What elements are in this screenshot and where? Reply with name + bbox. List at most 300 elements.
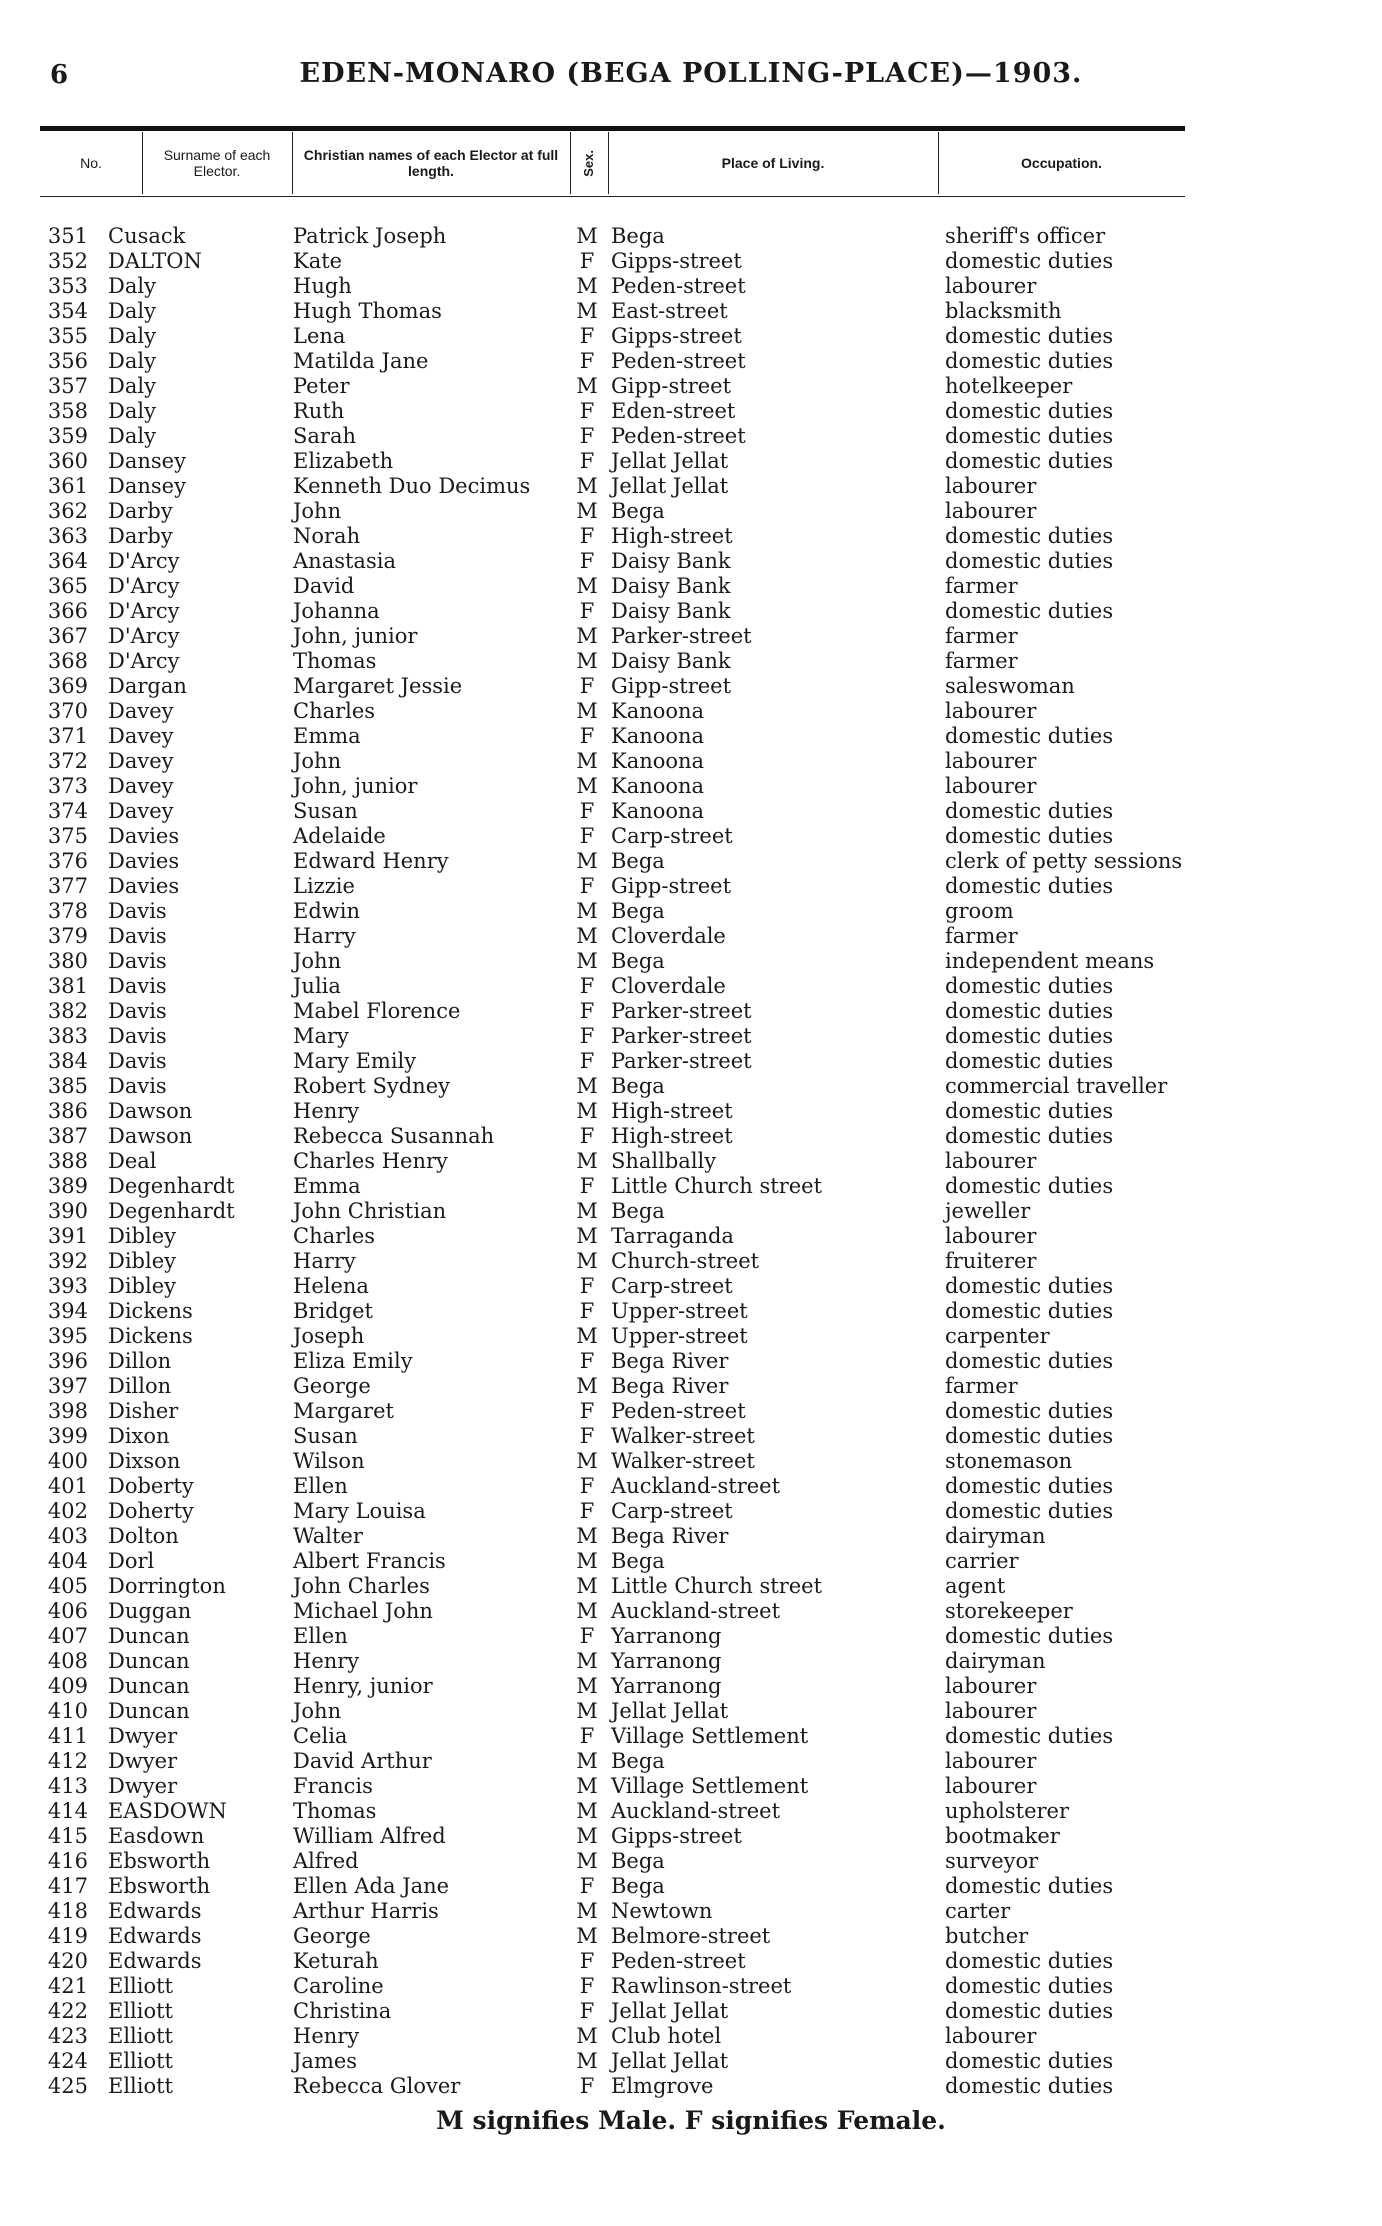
elector-number: 372 <box>47 749 88 773</box>
list-item <box>0 1974 1382 1999</box>
list-item <box>0 499 1382 524</box>
elector-place: Walker-street <box>611 1449 755 1473</box>
elector-surname: Dickens <box>108 1324 193 1348</box>
elector-occupation: domestic duties <box>945 874 1114 898</box>
list-item <box>0 249 1382 274</box>
elector-sex: F <box>579 999 595 1023</box>
elector-christian-names: Henry <box>293 1649 360 1673</box>
elector-surname: EASDOWN <box>108 1799 227 1823</box>
elector-surname: Dixson <box>108 1449 181 1473</box>
elector-christian-names: Peter <box>293 374 350 398</box>
list-item <box>0 1474 1382 1499</box>
list-item <box>0 224 1382 249</box>
elector-number: 357 <box>47 374 88 398</box>
elector-sex: F <box>579 724 595 748</box>
elector-place: Peden-street <box>611 1399 746 1423</box>
elector-place: Bega <box>611 224 665 248</box>
list-item <box>0 1524 1382 1549</box>
list-item <box>0 549 1382 574</box>
elector-number: 392 <box>47 1249 88 1273</box>
elector-surname: Daly <box>108 324 156 348</box>
elector-sex: M <box>576 299 598 323</box>
elector-christian-names: Charles <box>293 1224 376 1248</box>
elector-number: 418 <box>47 1899 88 1923</box>
list-item <box>0 674 1382 699</box>
column-divider <box>938 132 939 194</box>
list-item <box>0 1299 1382 1324</box>
elector-christian-names: Mabel Florence <box>293 999 461 1023</box>
elector-occupation: labourer <box>945 1224 1037 1248</box>
elector-place: Gipps-street <box>611 1824 742 1848</box>
elector-number: 383 <box>47 1024 88 1048</box>
elector-surname: Davis <box>108 924 167 948</box>
elector-christian-names: Albert Francis <box>293 1549 446 1573</box>
elector-christian-names: Mary Emily <box>293 1049 417 1073</box>
list-item <box>0 1799 1382 1824</box>
elector-number: 394 <box>47 1299 88 1323</box>
elector-christian-names: Robert Sydney <box>293 1074 450 1098</box>
electors-list <box>0 224 1382 2099</box>
elector-sex: F <box>579 349 595 373</box>
elector-place: Kanoona <box>611 774 705 798</box>
elector-number: 416 <box>47 1849 88 1873</box>
elector-surname: Dargan <box>108 674 187 698</box>
elector-place: Bega <box>611 1849 665 1873</box>
list-item <box>0 1649 1382 1674</box>
elector-surname: D'Arcy <box>108 649 180 673</box>
elector-surname: Dillon <box>108 1374 172 1398</box>
elector-sex: F <box>579 1274 595 1298</box>
elector-occupation: labourer <box>945 474 1037 498</box>
elector-occupation: butcher <box>945 1924 1029 1948</box>
elector-surname: Cusack <box>108 224 186 248</box>
elector-occupation: domestic duties <box>945 599 1114 623</box>
elector-christian-names: Hugh <box>293 274 352 298</box>
elector-surname: Davey <box>108 799 174 823</box>
elector-number: 385 <box>47 1074 88 1098</box>
list-item <box>0 1174 1382 1199</box>
elector-sex: F <box>579 1499 595 1523</box>
elector-sex: M <box>576 1849 598 1873</box>
elector-occupation: farmer <box>945 624 1018 648</box>
elector-place: Jellat Jellat <box>611 1999 729 2023</box>
column-header-christian: Christian names of each Elector at full length. <box>303 147 559 179</box>
elector-place: Cloverdale <box>611 924 726 948</box>
elector-number: 401 <box>47 1474 88 1498</box>
elector-surname: Easdown <box>108 1824 205 1848</box>
list-item <box>0 1124 1382 1149</box>
elector-place: Gipp-street <box>611 374 732 398</box>
elector-surname: Davey <box>108 774 174 798</box>
elector-surname: Degenhardt <box>108 1174 235 1198</box>
elector-number: 399 <box>47 1424 88 1448</box>
elector-occupation: labourer <box>945 274 1037 298</box>
elector-surname: Davis <box>108 974 167 998</box>
elector-christian-names: Kenneth Duo Decimus <box>293 474 531 498</box>
elector-surname: DALTON <box>108 249 202 273</box>
elector-place: East-street <box>611 299 728 323</box>
elector-place: Auckland-street <box>611 1599 781 1623</box>
elector-place: Rawlinson-street <box>611 1974 792 1998</box>
elector-place: Jellat Jellat <box>611 474 729 498</box>
elector-place: Yarranong <box>611 1649 722 1673</box>
list-item <box>0 799 1382 824</box>
elector-number: 353 <box>47 274 88 298</box>
elector-number: 424 <box>47 2049 88 2073</box>
elector-christian-names: Rebecca Glover <box>293 2074 461 2098</box>
column-divider <box>570 132 571 194</box>
elector-sex: M <box>576 1699 598 1723</box>
list-item <box>0 1274 1382 1299</box>
elector-number: 425 <box>47 2074 88 2098</box>
elector-surname: Davis <box>108 1074 167 1098</box>
elector-number: 356 <box>47 349 88 373</box>
elector-christian-names: Harry <box>293 1249 356 1273</box>
elector-christian-names: Johanna <box>293 599 380 623</box>
list-item <box>0 1424 1382 1449</box>
elector-number: 376 <box>47 849 88 873</box>
list-item <box>0 649 1382 674</box>
elector-surname: Daly <box>108 374 156 398</box>
list-item <box>0 899 1382 924</box>
elector-surname: Davis <box>108 1024 167 1048</box>
elector-number: 358 <box>47 399 88 423</box>
elector-occupation: storekeeper <box>945 1599 1073 1623</box>
elector-occupation: dairyman <box>945 1649 1046 1673</box>
elector-surname: Duncan <box>108 1649 190 1673</box>
elector-number: 419 <box>47 1924 88 1948</box>
elector-number: 365 <box>47 574 88 598</box>
elector-number: 395 <box>47 1324 88 1348</box>
elector-place: Carp-street <box>611 1274 733 1298</box>
list-item <box>0 824 1382 849</box>
elector-christian-names: Emma <box>293 1174 361 1198</box>
elector-surname: Daly <box>108 274 156 298</box>
elector-christian-names: James <box>293 2049 358 2073</box>
elector-christian-names: Ellen <box>293 1474 348 1498</box>
elector-place: Carp-street <box>611 824 733 848</box>
elector-place: High-street <box>611 1124 733 1148</box>
list-item <box>0 874 1382 899</box>
elector-occupation: domestic duties <box>945 1099 1114 1123</box>
elector-surname: Elliott <box>108 1974 173 1998</box>
list-item <box>0 524 1382 549</box>
elector-christian-names: Joseph <box>293 1324 365 1348</box>
elector-surname: Ebsworth <box>108 1849 211 1873</box>
elector-occupation: domestic duties <box>945 1624 1114 1648</box>
elector-surname: Duncan <box>108 1624 190 1648</box>
elector-surname: Doherty <box>108 1499 194 1523</box>
elector-christian-names: Patrick Joseph <box>293 224 447 248</box>
elector-surname: Dibley <box>108 1274 177 1298</box>
column-header-occupation: Occupation. <box>1021 155 1102 171</box>
elector-place: Kanoona <box>611 699 705 723</box>
elector-sex: M <box>576 624 598 648</box>
elector-surname: D'Arcy <box>108 574 180 598</box>
elector-place: Club hotel <box>611 2024 722 2048</box>
list-item <box>0 949 1382 974</box>
list-item <box>0 1574 1382 1599</box>
elector-place: Auckland-street <box>611 1474 781 1498</box>
elector-occupation: domestic duties <box>945 1474 1114 1498</box>
elector-place: Bega <box>611 1549 665 1573</box>
elector-number: 422 <box>47 1999 88 2023</box>
elector-surname: Deal <box>108 1149 157 1173</box>
elector-place: Daisy Bank <box>611 649 731 673</box>
elector-number: 368 <box>47 649 88 673</box>
elector-christian-names: John <box>293 1699 342 1723</box>
elector-occupation: domestic duties <box>945 1124 1114 1148</box>
elector-christian-names: Bridget <box>293 1299 373 1323</box>
list-item <box>0 1224 1382 1249</box>
elector-christian-names: Celia <box>293 1724 348 1748</box>
elector-sex: F <box>579 1424 595 1448</box>
elector-surname: Dwyer <box>108 1724 178 1748</box>
column-header-sex: Sex. <box>581 149 596 177</box>
list-item <box>0 749 1382 774</box>
elector-occupation: carpenter <box>945 1324 1050 1348</box>
elector-christian-names: Edward Henry <box>293 849 449 873</box>
elector-place: High-street <box>611 1099 733 1123</box>
elector-sex: F <box>579 424 595 448</box>
elector-sex: F <box>579 974 595 998</box>
elector-sex: M <box>576 1674 598 1698</box>
elector-surname: Dorrington <box>108 1574 226 1598</box>
elector-surname: Dorl <box>108 1549 155 1573</box>
elector-number: 359 <box>47 424 88 448</box>
elector-sex: M <box>576 374 598 398</box>
elector-place: Peden-street <box>611 349 746 373</box>
list-item <box>0 1199 1382 1224</box>
elector-surname: Dansey <box>108 474 186 498</box>
elector-place: Auckland-street <box>611 1799 781 1823</box>
elector-number: 382 <box>47 999 88 1023</box>
list-item <box>0 1024 1382 1049</box>
list-item <box>0 1999 1382 2024</box>
elector-occupation: domestic duties <box>945 1399 1114 1423</box>
page-number: 6 <box>50 60 69 90</box>
list-item <box>0 1824 1382 1849</box>
elector-surname: Elliott <box>108 2024 173 2048</box>
elector-christian-names: Ellen Ada Jane <box>293 1874 450 1898</box>
elector-sex: M <box>576 1749 598 1773</box>
elector-sex: M <box>576 1924 598 1948</box>
elector-place: Bega <box>611 1074 665 1098</box>
elector-number: 371 <box>47 724 88 748</box>
elector-number: 393 <box>47 1274 88 1298</box>
elector-occupation: commercial traveller <box>945 1074 1168 1098</box>
header-bottom-rule <box>40 196 1185 197</box>
list-item <box>0 699 1382 724</box>
elector-occupation: labourer <box>945 1774 1037 1798</box>
elector-number: 408 <box>47 1649 88 1673</box>
elector-sex: F <box>579 1949 595 1973</box>
elector-christian-names: Edwin <box>293 899 360 923</box>
elector-sex: F <box>579 1049 595 1073</box>
elector-surname: Dawson <box>108 1099 193 1123</box>
elector-number: 413 <box>47 1774 88 1798</box>
elector-number: 373 <box>47 774 88 798</box>
elector-number: 423 <box>47 2024 88 2048</box>
elector-place: Parker-street <box>611 1049 752 1073</box>
list-item <box>0 1099 1382 1124</box>
elector-number: 407 <box>47 1624 88 1648</box>
elector-surname: Davis <box>108 1049 167 1073</box>
elector-occupation: labourer <box>945 774 1037 798</box>
elector-occupation: domestic duties <box>945 1499 1114 1523</box>
elector-christian-names: Elizabeth <box>293 449 394 473</box>
elector-occupation: domestic duties <box>945 2049 1114 2073</box>
elector-sex: M <box>576 1774 598 1798</box>
elector-sex: M <box>576 849 598 873</box>
elector-surname: Dawson <box>108 1124 193 1148</box>
elector-sex: F <box>579 599 595 623</box>
elector-number: 404 <box>47 1549 88 1573</box>
elector-place: Walker-street <box>611 1424 755 1448</box>
elector-place: Jellat Jellat <box>611 449 729 473</box>
elector-place: Parker-street <box>611 999 752 1023</box>
elector-christian-names: William Alfred <box>293 1824 446 1848</box>
elector-place: Little Church street <box>611 1574 823 1598</box>
elector-place: Village Settlement <box>611 1774 809 1798</box>
elector-sex: M <box>576 474 598 498</box>
column-divider <box>292 132 293 194</box>
elector-place: Kanoona <box>611 724 705 748</box>
list-item <box>0 1899 1382 1924</box>
elector-number: 369 <box>47 674 88 698</box>
elector-place: Kanoona <box>611 749 705 773</box>
list-item <box>0 974 1382 999</box>
elector-number: 390 <box>47 1199 88 1223</box>
elector-surname: Elliott <box>108 2049 173 2073</box>
elector-number: 352 <box>47 249 88 273</box>
elector-place: Parker-street <box>611 1024 752 1048</box>
elector-occupation: carter <box>945 1899 1011 1923</box>
elector-occupation: domestic duties <box>945 1274 1114 1298</box>
elector-sex: M <box>576 274 598 298</box>
elector-place: Peden-street <box>611 1949 746 1973</box>
list-item <box>0 924 1382 949</box>
elector-christian-names: Harry <box>293 924 356 948</box>
list-item <box>0 1349 1382 1374</box>
elector-sex: F <box>579 1974 595 1998</box>
elector-christian-names: Margaret <box>293 1399 394 1423</box>
elector-christian-names: John <box>293 749 342 773</box>
elector-christian-names: Charles Henry <box>293 1149 448 1173</box>
elector-christian-names: Susan <box>293 1424 358 1448</box>
elector-number: 420 <box>47 1949 88 1973</box>
elector-number: 381 <box>47 974 88 998</box>
elector-christian-names: Hugh Thomas <box>293 299 442 323</box>
list-item <box>0 1074 1382 1099</box>
elector-number: 410 <box>47 1699 88 1723</box>
elector-christian-names: Mary <box>293 1024 349 1048</box>
elector-sex: F <box>579 674 595 698</box>
elector-surname: Dibley <box>108 1249 177 1273</box>
elector-occupation: domestic duties <box>945 1024 1114 1048</box>
list-item <box>0 599 1382 624</box>
list-item <box>0 1749 1382 1774</box>
elector-sex: M <box>576 1574 598 1598</box>
list-item <box>0 1374 1382 1399</box>
elector-place: Tarraganda <box>611 1224 734 1248</box>
elector-place: Bega River <box>611 1374 729 1398</box>
elector-christian-names: Keturah <box>293 1949 379 1973</box>
elector-surname: Dibley <box>108 1224 177 1248</box>
elector-christian-names: John, junior <box>293 624 418 648</box>
column-header-place: Place of Living. <box>721 155 825 171</box>
elector-number: 361 <box>47 474 88 498</box>
elector-christian-names: David Arthur <box>293 1749 432 1773</box>
elector-number: 402 <box>47 1499 88 1523</box>
elector-occupation: blacksmith <box>945 299 1062 323</box>
elector-surname: Duggan <box>108 1599 192 1623</box>
elector-place: Gipp-street <box>611 874 732 898</box>
elector-occupation: stonemason <box>945 1449 1073 1473</box>
elector-surname: Ebsworth <box>108 1874 211 1898</box>
elector-surname: Dansey <box>108 449 186 473</box>
elector-occupation: jeweller <box>945 1199 1031 1223</box>
elector-christian-names: Eliza Emily <box>293 1349 413 1373</box>
elector-place: Shallbally <box>611 1149 717 1173</box>
elector-place: Newtown <box>611 1899 713 1923</box>
elector-surname: Davey <box>108 724 174 748</box>
elector-christian-names: Norah <box>293 524 361 548</box>
list-item <box>0 474 1382 499</box>
elector-occupation: domestic duties <box>945 1974 1114 1998</box>
elector-place: Bega <box>611 1749 665 1773</box>
elector-occupation: hotelkeeper <box>945 374 1073 398</box>
list-item <box>0 2024 1382 2049</box>
elector-surname: Davey <box>108 749 174 773</box>
elector-sex: M <box>576 1224 598 1248</box>
elector-occupation: saleswoman <box>945 674 1075 698</box>
elector-sex: F <box>579 1724 595 1748</box>
elector-surname: Dwyer <box>108 1749 178 1773</box>
elector-surname: Elliott <box>108 1999 173 2023</box>
elector-sex: F <box>579 1349 595 1373</box>
list-item <box>0 1774 1382 1799</box>
elector-place: Bega <box>611 849 665 873</box>
elector-number: 378 <box>47 899 88 923</box>
elector-sex: M <box>576 649 598 673</box>
elector-sex: F <box>579 874 595 898</box>
elector-christian-names: Ellen <box>293 1624 348 1648</box>
elector-occupation: domestic duties <box>945 1049 1114 1073</box>
list-item <box>0 1399 1382 1424</box>
elector-sex: M <box>576 1524 598 1548</box>
elector-number: 414 <box>47 1799 88 1823</box>
elector-sex: F <box>579 1474 595 1498</box>
elector-place: Bega <box>611 1199 665 1223</box>
elector-sex: F <box>579 799 595 823</box>
header-top-rule <box>40 126 1185 131</box>
elector-number: 360 <box>47 449 88 473</box>
elector-occupation: domestic duties <box>945 349 1114 373</box>
elector-number: 377 <box>47 874 88 898</box>
list-item <box>0 724 1382 749</box>
elector-place: Upper-street <box>611 1299 748 1323</box>
elector-number: 351 <box>47 224 88 248</box>
elector-number: 412 <box>47 1749 88 1773</box>
list-item <box>0 849 1382 874</box>
elector-occupation: groom <box>945 899 1014 923</box>
elector-surname: D'Arcy <box>108 549 180 573</box>
elector-surname: Daly <box>108 349 156 373</box>
column-divider <box>142 132 143 194</box>
elector-surname: D'Arcy <box>108 624 180 648</box>
elector-sex: M <box>576 774 598 798</box>
